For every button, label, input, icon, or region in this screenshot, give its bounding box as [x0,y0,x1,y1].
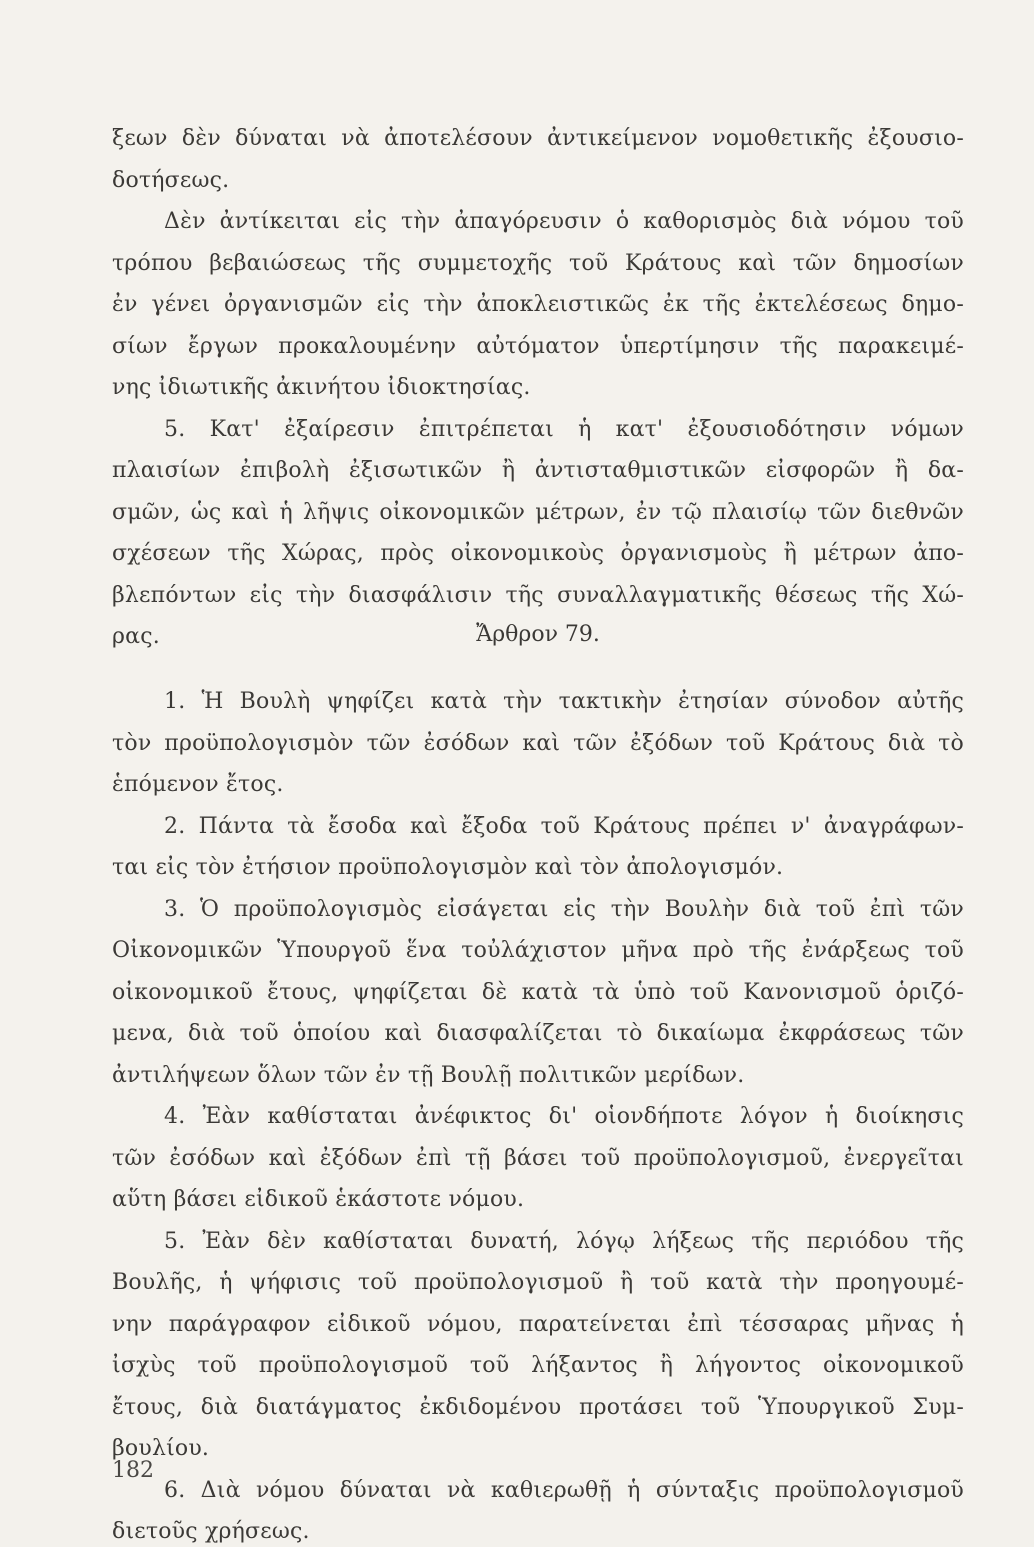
text-line: 5. Ἐὰν δὲν καθίσταται δυνατή, λόγῳ λήξεως τῆς περιόδου τῆς [164,1228,964,1254]
text-line: πλαισίων ἐπιβολὴ ἐξισωτικῶν ἢ ἀντισταθμιστικῶν εἰσφορῶν ἢ δα- [112,458,964,483]
text-line: μενα, διὰ τοῦ ὁποίου καὶ διασφαλίζεται τὸ δικαίωμα ἐκφράσεως τῶν [112,1021,964,1046]
text-line: 6. Διὰ νόμου δύναται νὰ καθιερωθῇ ἡ σύνταξις προϋπολογισμοῦ [164,1477,964,1503]
text-line: οἰκονομικοῦ ἔτους, ψηφίζεται δὲ κατὰ τὰ ὑπὸ τοῦ Κανονισμοῦ ὁριζό- [112,979,964,1005]
text-line: 3. Ὁ προϋπολογισμὸς εἰσάγεται εἰς τὴν Βουλὴν διὰ τοῦ ἐπὶ τῶν [164,896,964,922]
text-line: ἀντιλήψεων ὅλων τῶν ἐν τῇ Βουλῇ πολιτικῶν μερίδων. [112,1062,745,1088]
text-line: διετοῦς χρήσεως. [112,1519,310,1544]
text-line: Δὲν ἀντίκειται εἰς τὴν ἀπαγόρευσιν ὁ καθορισμὸς διὰ νόμου τοῦ [164,209,964,234]
text-line: βουλίου. [112,1436,210,1461]
text-line: 1. Ἡ Βουλὴ ψηφίζει κατὰ τὴν τακτικὴν ἐτησίαν σύνοδον αὐτῆς [164,689,964,714]
text-line: νην παράγραφον εἰδικοῦ νόμου, παρατείνεται ἐπὶ τέσσαρας μῆνας ἡ [112,1311,964,1337]
text-line: ἑπόμενον ἔτος. [112,772,284,797]
text-line: 4. Ἐὰν καθίσταται ἀνέφικτος δι' οἱονδήποτε λόγον ἡ διοίκησις [164,1104,964,1129]
text-line: τὸν προϋπολογισμὸν τῶν ἐσόδων καὶ τῶν ἐξόδων τοῦ Κράτους διὰ τὸ [112,730,964,756]
text-line: 2. Πάντα τὰ ἔσοδα καὶ ἔξοδα τοῦ Κράτους πρέπει ν' ἀναγράφων- [164,813,964,839]
article-heading: Ἄρθρον 79. [476,622,600,647]
text-line: σχέσεων τῆς Χώρας, πρὸς οἰκονομικοὺς ὀργανισμοὺς ἢ μέτρων ἀπο- [112,541,964,566]
text-line: τῶν ἐσόδων καὶ ἐξόδων ἐπὶ τῇ βάσει τοῦ προϋπολογισμοῦ, ἐνεργεῖται [112,1145,964,1171]
text-line: βλεπόντων εἰς τὴν διασφάλισιν τῆς συναλλαγματικῆς θέσεως τῆς Χώ- [112,582,964,608]
text-line: σμῶν, ὡς καὶ ἡ λῆψις οἰκονομικῶν μέτρων, ἐν τῷ πλαισίῳ τῶν διεθνῶν [112,499,964,525]
text-line: ξεων δὲν δύναται νὰ ἀποτελέσουν ἀντικείμενον νομοθετικῆς ἐξουσιο- [112,126,964,151]
text-line: Βουλῆς, ἡ ψήφισις τοῦ προϋπολογισμοῦ ἢ τοῦ κατὰ τὴν προηγουμέ- [112,1270,964,1295]
text-line: ἐν γένει ὀργανισμῶν εἰς τὴν ἀποκλειστικῶς ἐκ τῆς ἐκτελέσεως δημο- [112,292,964,317]
text-line: 5. Κατ' ἐξαίρεσιν ἐπιτρέπεται ἡ κατ' ἐξουσιοδότησιν νόμων [164,416,964,442]
text-line: δοτήσεως. [112,167,230,193]
text-line: σίων ἔργων προκαλουμένην αὐτόματον ὑπερτίμησιν τῆς παρακειμέ- [112,333,964,359]
text-line: ρας. [112,624,160,649]
text-line: αὕτη βάσει εἰδικοῦ ἑκάστοτε νόμου. [112,1187,525,1212]
text-line: ἔτους, διὰ διατάγματος ἐκδιδομένου προτάσει τοῦ Ὑπουργικοῦ Συμ- [112,1394,964,1420]
page-number: 182 [112,1458,154,1483]
text-line: ἰσχὺς τοῦ προϋπολογισμοῦ τοῦ λήξαντος ἢ λήγοντος οἰκονομικοῦ [112,1353,964,1378]
text-line: τρόπου βεβαιώσεως τῆς συμμετοχῆς τοῦ Κράτους καὶ τῶν δημοσίων [112,250,964,276]
text-line: Οἰκονομικῶν Ὑπουργοῦ ἕνα τοὐλάχιστον μῆνα πρὸ τῆς ἐνάρξεως τοῦ [112,938,964,963]
text-line: νης ἰδιωτικῆς ἀκινήτου ἰδιοκτησίας. [112,375,531,400]
text-line: ται εἰς τὸν ἐτήσιον προϋπολογισμὸν καὶ τὸν ἀπολογισμόν. [112,855,784,880]
